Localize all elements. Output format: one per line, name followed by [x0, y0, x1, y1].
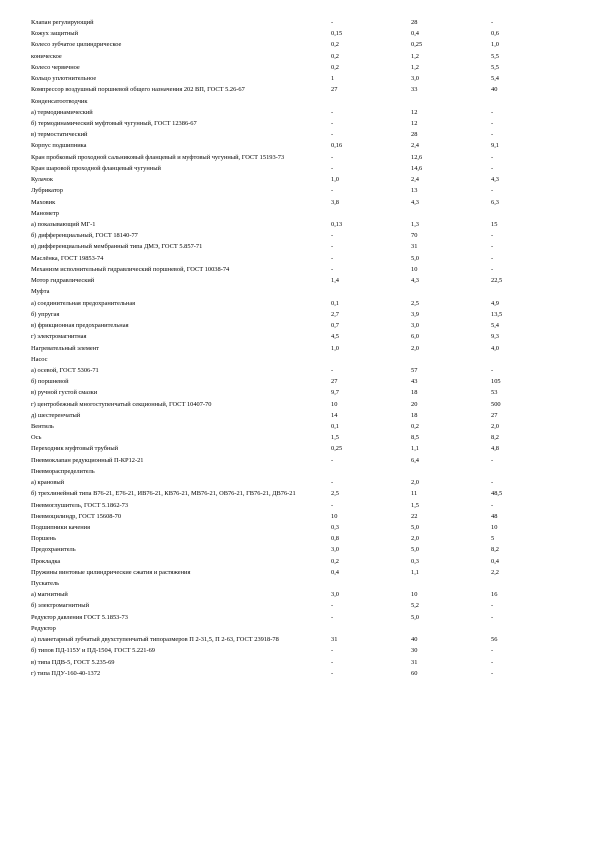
- item-name-cell: Лубрикатор: [31, 187, 63, 195]
- value-max-cell: 15: [491, 221, 498, 229]
- value-min-cell: -: [331, 243, 334, 251]
- value-avg-cell: 3,0: [411, 75, 419, 83]
- value-min-cell: [331, 96, 411, 107]
- value-avg-cell: [411, 578, 491, 589]
- item-name-cell: Манометр: [31, 209, 59, 217]
- item-name-cell: а) соединительная предохранительная: [31, 299, 136, 307]
- item-name-cell: Поршень: [31, 535, 57, 543]
- value-max-cell: [491, 578, 571, 589]
- value-avg-cell: 3,9: [411, 310, 419, 318]
- value-max-cell: 5,5: [491, 52, 499, 60]
- value-max-cell: [491, 96, 571, 107]
- item-name-cell: Ось: [31, 434, 42, 442]
- table-row: [31, 219, 571, 230]
- value-min-cell: 1,5: [331, 434, 339, 442]
- item-name-cell: Редуктор: [31, 624, 56, 632]
- value-min-cell: 0,16: [331, 142, 343, 150]
- value-avg-cell: 18: [411, 389, 418, 397]
- value-min-cell: -: [331, 602, 334, 610]
- value-max-cell: 5,4: [491, 322, 499, 330]
- table-row: [31, 410, 571, 421]
- value-max-cell: 1,0: [491, 41, 499, 49]
- table-row: [31, 399, 571, 410]
- table-row: [31, 376, 571, 387]
- value-avg-cell: 43: [411, 378, 418, 386]
- value-avg-cell: 0,3: [411, 557, 419, 565]
- value-avg-cell: 28: [411, 19, 418, 26]
- value-min-cell: -: [331, 19, 334, 26]
- value-min-cell: [331, 286, 411, 297]
- value-avg-cell: 60: [411, 669, 418, 677]
- value-avg-cell: 12,6: [411, 153, 423, 161]
- table-row: [31, 511, 571, 522]
- value-max-cell: -: [491, 265, 494, 273]
- value-max-cell: 22,5: [491, 277, 503, 285]
- item-name-cell: Кран пробковый проходной сальниковый фланцевый и муфтовый чугунный, ГОСТ 15193-73: [31, 153, 285, 161]
- value-avg-cell: 12: [411, 120, 418, 128]
- item-name-cell: Мотор гидравлический: [31, 277, 95, 285]
- item-name-cell: а) термодинамический: [31, 108, 93, 116]
- item-name-cell: Насос: [31, 355, 48, 363]
- value-avg-cell: [411, 96, 491, 107]
- value-avg-cell: 4,3: [411, 198, 419, 206]
- value-min-cell: 0,25: [331, 445, 343, 453]
- value-max-cell: 4,0: [491, 344, 499, 352]
- value-min-cell: 0,2: [331, 52, 339, 60]
- table-row: [31, 443, 571, 454]
- value-avg-cell: [411, 623, 491, 634]
- value-min-cell: 9,7: [331, 389, 339, 397]
- item-name-cell: а) показывающий МГ-1: [31, 221, 96, 229]
- value-max-cell: 9,1: [491, 142, 499, 150]
- table-row: [31, 556, 571, 567]
- value-avg-cell: 10: [411, 265, 418, 273]
- item-name-cell: в) дифференциальный мембранный типа ДМЭ, ГОСТ 5.857-71: [31, 243, 203, 251]
- value-max-cell: 56: [491, 635, 498, 643]
- value-max-cell: 105: [491, 378, 501, 386]
- value-min-cell: [331, 354, 411, 365]
- value-max-cell: -: [491, 187, 494, 195]
- table-row: [31, 657, 571, 668]
- item-name-cell: г) электромагнитная: [31, 333, 87, 341]
- value-min-cell: -: [331, 120, 334, 128]
- value-min-cell: [331, 578, 411, 589]
- value-min-cell: -: [331, 232, 334, 240]
- item-name-cell: Пневмораспределитель: [31, 467, 95, 475]
- table-row: [31, 309, 571, 320]
- value-max-cell: 0,4: [491, 557, 499, 565]
- value-min-cell: 0,2: [331, 41, 339, 49]
- table-row: [31, 264, 571, 275]
- value-min-cell: 27: [331, 378, 338, 386]
- value-avg-cell: 1,3: [411, 221, 419, 229]
- table-row: [31, 387, 571, 398]
- value-avg-cell: 28: [411, 131, 418, 139]
- table-row: [31, 432, 571, 443]
- item-name-cell: Колесо зубчатое цилиндрическое: [31, 41, 122, 49]
- item-name-cell: Кожух защитный: [31, 30, 79, 38]
- value-avg-cell: 5,0: [411, 546, 419, 554]
- item-name-cell: Редуктор давления ГОСТ 5.1853-73: [31, 613, 128, 621]
- value-min-cell: 1,0: [331, 176, 339, 184]
- item-name-cell: д) шестеренчатый: [31, 411, 81, 419]
- value-min-cell: 1,0: [331, 344, 339, 352]
- value-max-cell: 6,3: [491, 198, 499, 206]
- value-min-cell: 0,2: [331, 557, 339, 565]
- table-row: [31, 589, 571, 600]
- table-row: [31, 488, 571, 499]
- table-row: [31, 286, 571, 297]
- table-row: [31, 567, 571, 578]
- value-max-cell: -: [491, 153, 494, 161]
- item-name-cell: Кулачок: [31, 176, 53, 184]
- value-avg-cell: 4,3: [411, 277, 419, 285]
- value-avg-cell: 11: [411, 490, 418, 498]
- value-max-cell: 8,2: [491, 434, 499, 442]
- value-min-cell: -: [331, 254, 334, 262]
- value-min-cell: 1,4: [331, 277, 339, 285]
- value-min-cell: -: [331, 658, 334, 666]
- item-name-cell: а) осевой, ГОСТ 5306-71: [31, 366, 99, 374]
- value-min-cell: -: [331, 153, 334, 161]
- value-avg-cell: 14,6: [411, 165, 423, 173]
- value-min-cell: 4,5: [331, 333, 339, 341]
- value-max-cell: 9,3: [491, 333, 499, 341]
- table-row: [31, 634, 571, 645]
- value-max-cell: -: [491, 243, 494, 251]
- item-name-cell: Маховик: [31, 198, 56, 206]
- value-max-cell: [491, 286, 571, 297]
- value-max-cell: -: [491, 456, 494, 464]
- value-max-cell: -: [491, 613, 494, 621]
- value-min-cell: -: [331, 366, 334, 374]
- table-row: [31, 668, 571, 679]
- value-max-cell: -: [491, 366, 494, 374]
- value-min-cell: 3,8: [331, 198, 339, 206]
- value-avg-cell: 12: [411, 108, 418, 116]
- item-name-cell: в) типа ПДВ-5, ГОСТ 5.235-69: [31, 658, 115, 666]
- table-row: [31, 522, 571, 533]
- table-row: [31, 185, 571, 196]
- value-min-cell: -: [331, 108, 334, 116]
- table-row: [31, 645, 571, 656]
- table-row: [31, 500, 571, 511]
- value-max-cell: 8,2: [491, 546, 499, 554]
- table-row: [31, 275, 571, 286]
- value-max-cell: -: [491, 647, 494, 655]
- table-row: [31, 455, 571, 466]
- value-max-cell: -: [491, 19, 494, 26]
- table-row: [31, 51, 571, 62]
- value-max-cell: [491, 466, 571, 477]
- value-max-cell: [491, 354, 571, 365]
- item-name-cell: б) термодинамический муфтовый чугунный, ГОСТ 12386-67: [31, 120, 197, 128]
- value-max-cell: 4,9: [491, 299, 499, 307]
- item-name-cell: Конденсатоотводчик: [31, 97, 88, 105]
- value-min-cell: -: [331, 647, 334, 655]
- table-row: [31, 84, 571, 95]
- item-name-cell: а) магнитный: [31, 591, 68, 599]
- value-min-cell: 1: [331, 75, 335, 83]
- item-name-cell: Вентиль: [31, 422, 54, 430]
- item-name-cell: а) крановый: [31, 478, 65, 486]
- item-name-cell: г) типа ПДУ-160-40-1372: [31, 669, 101, 677]
- value-avg-cell: 8,5: [411, 434, 419, 442]
- value-avg-cell: 5,2: [411, 602, 419, 610]
- value-max-cell: 13,5: [491, 310, 503, 318]
- value-avg-cell: 2,4: [411, 176, 419, 184]
- item-name-cell: Переходник муфтовый трубный: [31, 445, 119, 453]
- value-avg-cell: 3,0: [411, 322, 419, 330]
- table-row: [31, 129, 571, 140]
- value-max-cell: 27: [491, 411, 498, 419]
- table-row: [31, 421, 571, 432]
- value-avg-cell: 5,0: [411, 523, 419, 531]
- table-row: [31, 253, 571, 264]
- value-min-cell: [331, 208, 411, 219]
- table-row: [31, 174, 571, 185]
- value-avg-cell: [411, 208, 491, 219]
- value-min-cell: 10: [331, 512, 338, 520]
- item-name-cell: Прокладка: [31, 557, 61, 565]
- item-name-cell: Клапан регулирующий: [31, 19, 94, 26]
- table-row: [31, 623, 571, 634]
- value-avg-cell: 0,2: [411, 422, 419, 430]
- value-min-cell: -: [331, 456, 334, 464]
- value-max-cell: -: [491, 165, 494, 173]
- table-row: [31, 466, 571, 477]
- table-body: [31, 17, 571, 679]
- item-name-cell: Кран шаровой проходной фланцевый чугунный: [31, 165, 161, 173]
- value-max-cell: 10: [491, 523, 498, 531]
- table-row: [31, 600, 571, 611]
- value-avg-cell: 2,0: [411, 535, 419, 543]
- value-min-cell: -: [331, 265, 334, 273]
- table-row: [31, 331, 571, 342]
- value-min-cell: 2,5: [331, 490, 339, 498]
- value-min-cell: -: [331, 165, 334, 173]
- value-max-cell: -: [491, 131, 494, 139]
- table-row: [31, 578, 571, 589]
- value-avg-cell: [411, 466, 491, 477]
- item-name-cell: в) ручной густой смазки: [31, 389, 98, 397]
- value-avg-cell: [411, 354, 491, 365]
- value-max-cell: 4,3: [491, 176, 499, 184]
- value-max-cell: -: [491, 120, 494, 128]
- value-max-cell: 5,4: [491, 75, 499, 83]
- value-min-cell: 3,0: [331, 546, 339, 554]
- table-row: [31, 298, 571, 309]
- table-row: [31, 140, 571, 151]
- table-row: [31, 354, 571, 365]
- value-max-cell: -: [491, 602, 494, 610]
- item-name-cell: б) электромагнитный: [31, 602, 90, 610]
- value-min-cell: 27: [331, 86, 338, 94]
- table-row: [31, 230, 571, 241]
- value-max-cell: 4,8: [491, 445, 499, 453]
- value-avg-cell: 40: [411, 635, 418, 643]
- item-name-cell: б) дифференциальный, ГОСТ 18140-77: [31, 232, 138, 240]
- value-max-cell: 48: [491, 512, 498, 520]
- value-min-cell: 0,8: [331, 535, 339, 543]
- value-avg-cell: 1,2: [411, 63, 419, 71]
- item-name-cell: Маслёнка, ГОСТ 19853-74: [31, 254, 104, 262]
- value-avg-cell: 57: [411, 366, 418, 374]
- item-name-cell: Пневмоглушитель, ГОСТ 5.1862-73: [31, 501, 129, 509]
- value-max-cell: 5: [491, 535, 495, 543]
- table-row: [31, 197, 571, 208]
- value-max-cell: -: [491, 501, 494, 509]
- value-min-cell: -: [331, 187, 334, 195]
- value-avg-cell: 0,4: [411, 30, 419, 38]
- value-avg-cell: 1,1: [411, 445, 419, 453]
- value-min-cell: [331, 623, 411, 634]
- value-avg-cell: 22: [411, 512, 418, 520]
- item-name-cell: Колесо червячное: [31, 63, 80, 71]
- table-row: [31, 39, 571, 50]
- value-max-cell: 16: [491, 591, 498, 599]
- value-min-cell: 14: [331, 411, 338, 419]
- table-row: [31, 17, 571, 28]
- value-avg-cell: 20: [411, 400, 418, 408]
- item-name-cell: Пневмоцилиндр, ГОСТ 15608-70: [31, 512, 122, 520]
- table-row: [31, 107, 571, 118]
- value-min-cell: -: [331, 669, 334, 677]
- item-name-cell: в) фрикционная предохранительная: [31, 322, 129, 330]
- value-max-cell: [491, 623, 571, 634]
- value-max-cell: -: [491, 254, 494, 262]
- value-max-cell: 2,2: [491, 568, 499, 576]
- table-row: [31, 477, 571, 488]
- value-min-cell: 0,13: [331, 221, 343, 229]
- item-name-cell: г) центробежный многоступенчатый секционный, ГОСТ 10407-70: [31, 400, 212, 408]
- item-name-cell: б) трехлинейный типа В76-21, Е76-21, ИВ76-21, КВ76-21, МВ76-21, ОВ76-21, ГВ76-21, ДВ76-21: [31, 490, 296, 498]
- value-min-cell: 0,7: [331, 322, 339, 330]
- value-max-cell: [491, 208, 571, 219]
- table-row: [31, 343, 571, 354]
- value-min-cell: -: [331, 613, 334, 621]
- table-row: [31, 544, 571, 555]
- item-name-cell: Кольцо уплотнительное: [31, 75, 97, 83]
- table-row: [31, 533, 571, 544]
- item-name-cell: Нагревательный элемент: [31, 344, 99, 352]
- table-row: [31, 152, 571, 163]
- table-row: [31, 163, 571, 174]
- value-min-cell: 2,7: [331, 310, 339, 318]
- value-avg-cell: 5,0: [411, 254, 419, 262]
- value-avg-cell: 2,0: [411, 478, 419, 486]
- item-name-cell: в) термостатический: [31, 131, 88, 139]
- item-name-cell: Муфта: [31, 288, 50, 296]
- table-row: [31, 612, 571, 623]
- value-max-cell: -: [491, 108, 494, 116]
- item-name-cell: б) типов ПД-115У и ПД-1504, ГОСТ 5.221-69: [31, 647, 155, 655]
- value-max-cell: -: [491, 669, 494, 677]
- value-avg-cell: 13: [411, 187, 418, 195]
- item-name-cell: коническое: [31, 52, 62, 60]
- value-avg-cell: 0,25: [411, 41, 423, 49]
- value-avg-cell: 10: [411, 591, 418, 599]
- value-min-cell: 0,15: [331, 30, 343, 38]
- value-max-cell: 40: [491, 86, 498, 94]
- value-min-cell: [331, 466, 411, 477]
- value-avg-cell: 2,5: [411, 299, 419, 307]
- item-name-cell: Корпус подшипника: [31, 142, 87, 150]
- table-row: [31, 96, 571, 107]
- value-min-cell: 0,4: [331, 568, 339, 576]
- table-row: [31, 62, 571, 73]
- value-min-cell: 0,2: [331, 63, 339, 71]
- item-name-cell: Пневмоклапан редукционный П-КР12-21: [31, 456, 144, 464]
- value-min-cell: 31: [331, 635, 338, 643]
- value-min-cell: 3,0: [331, 591, 339, 599]
- value-avg-cell: 70: [411, 232, 418, 240]
- item-name-cell: Предохранитель: [31, 546, 76, 554]
- value-avg-cell: 6,0: [411, 333, 419, 341]
- value-avg-cell: 31: [411, 243, 418, 251]
- table-row: [31, 28, 571, 39]
- value-min-cell: 10: [331, 400, 338, 408]
- value-avg-cell: 2,0: [411, 344, 419, 352]
- value-avg-cell: 6,4: [411, 456, 419, 464]
- value-avg-cell: 1,1: [411, 568, 419, 576]
- value-max-cell: 2,0: [491, 422, 499, 430]
- value-avg-cell: 1,2: [411, 52, 419, 60]
- item-name-cell: Механизм исполнительный гидравлический поршневой, ГОСТ 10038-74: [31, 265, 230, 273]
- table-row: [31, 320, 571, 331]
- value-min-cell: -: [331, 501, 334, 509]
- value-max-cell: 500: [491, 400, 501, 408]
- value-avg-cell: 30: [411, 647, 418, 655]
- value-max-cell: -: [491, 478, 494, 486]
- value-max-cell: -: [491, 232, 494, 240]
- value-max-cell: 48,5: [491, 490, 503, 498]
- value-min-cell: 0,3: [331, 523, 339, 531]
- item-name-cell: б) поршневой: [31, 378, 69, 386]
- value-max-cell: -: [491, 658, 494, 666]
- value-max-cell: 5,5: [491, 63, 499, 71]
- item-name-cell: а) планетарный зубчатый двухступенчатый типоразмеров П 2-31,5, П 2-63, ГОСТ 23918-78: [31, 635, 279, 643]
- item-name-cell: Пружины винтовые цилиндрические сжатия и растяжения: [31, 568, 191, 576]
- table-row: [31, 118, 571, 129]
- reliability-table: [31, 17, 571, 679]
- value-avg-cell: [411, 286, 491, 297]
- table-row: [31, 365, 571, 376]
- value-avg-cell: 33: [411, 86, 418, 94]
- value-avg-cell: 2,4: [411, 142, 419, 150]
- value-max-cell: 53: [491, 389, 498, 397]
- value-min-cell: -: [331, 478, 334, 486]
- item-name-cell: Компрессор воздушный поршневой общего назначения 202 ВП, ГОСТ 5.26-67: [31, 86, 245, 94]
- value-min-cell: 0,1: [331, 299, 339, 307]
- value-avg-cell: 18: [411, 411, 418, 419]
- table-row: [31, 73, 571, 84]
- table-row: [31, 208, 571, 219]
- value-max-cell: 0,6: [491, 30, 499, 38]
- value-min-cell: 0,1: [331, 422, 339, 430]
- value-min-cell: -: [331, 131, 334, 139]
- item-name-cell: Пускатель: [31, 579, 60, 587]
- value-avg-cell: 1,5: [411, 501, 419, 509]
- table-row: [31, 241, 571, 252]
- value-avg-cell: 5,0: [411, 613, 419, 621]
- value-avg-cell: 31: [411, 658, 418, 666]
- item-name-cell: б) упругая: [31, 310, 60, 318]
- item-name-cell: Подшипники качения: [31, 523, 91, 531]
